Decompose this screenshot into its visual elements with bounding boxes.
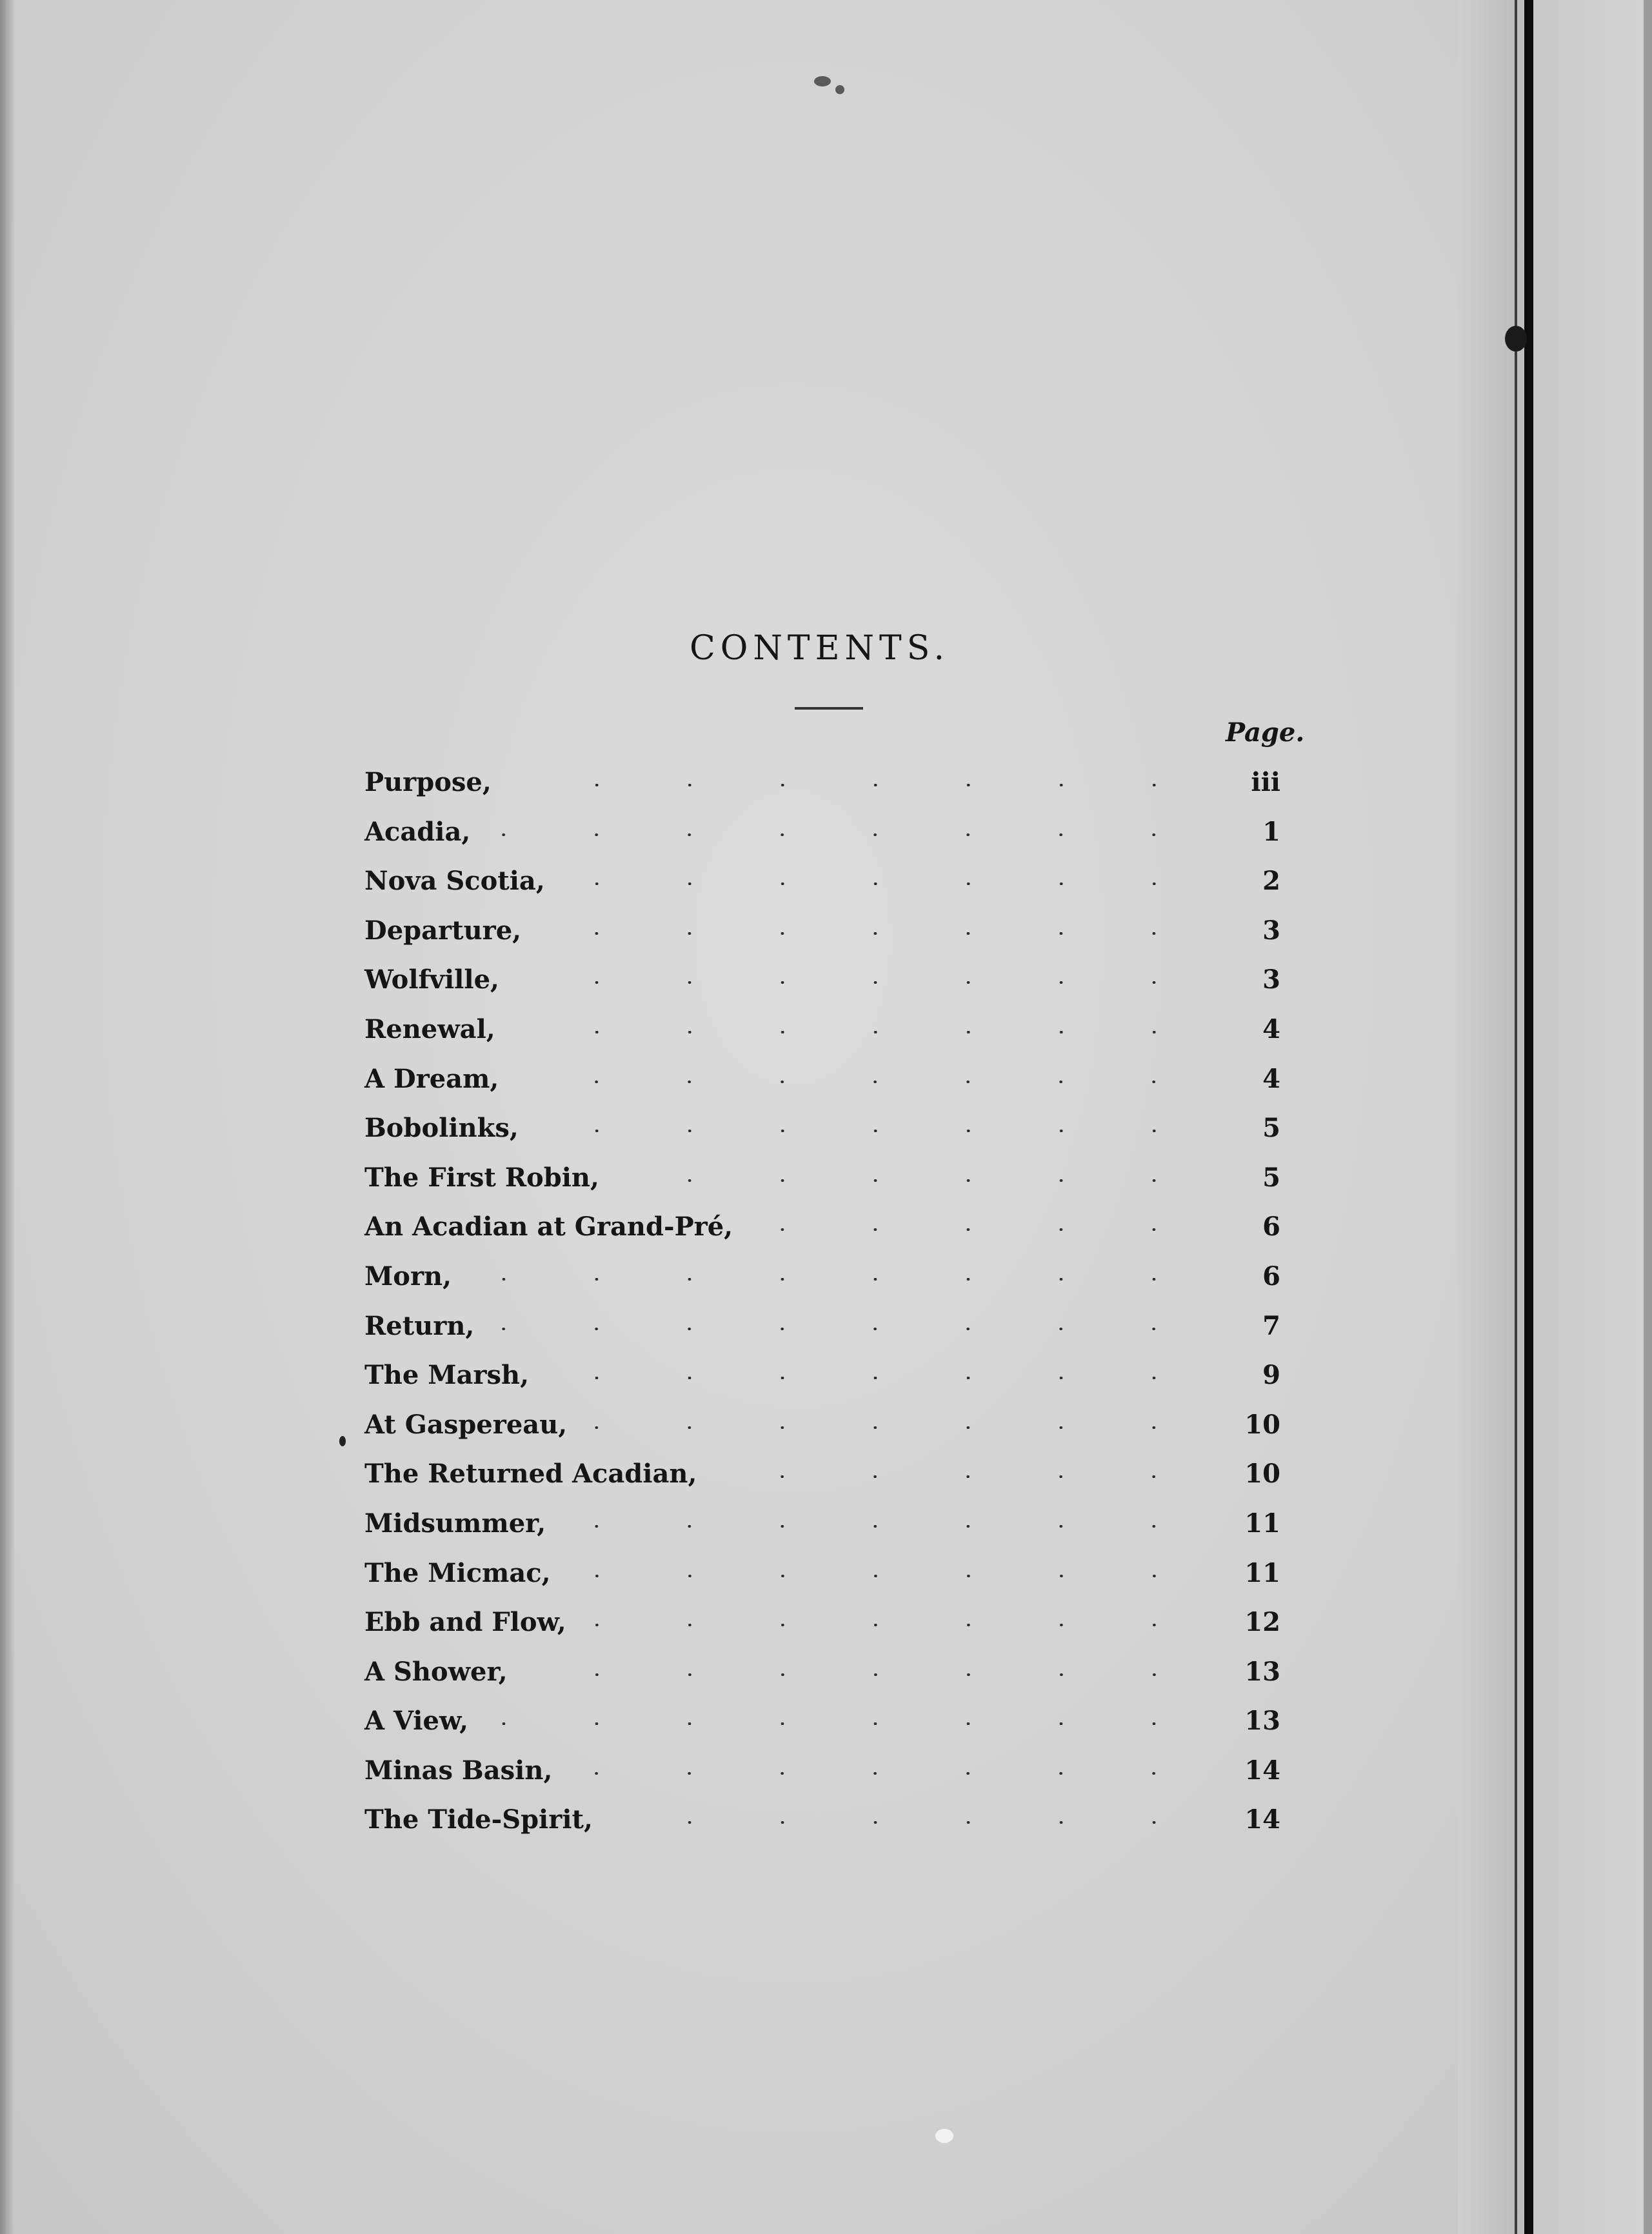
toc-entry <box>364 906 1280 956</box>
toc-entry <box>364 1202 1280 1252</box>
toc-entry-page: 3 <box>1262 964 1280 995</box>
toc-entry-title: Departure, <box>364 915 522 946</box>
toc-entry-title: Midsummer, <box>364 1508 546 1539</box>
toc-entry-page: 13 <box>1244 1656 1280 1687</box>
dot-leader <box>538 1130 1229 1132</box>
toc-entry <box>364 1450 1280 1499</box>
toc-entry <box>364 1648 1280 1697</box>
table-of-contents <box>364 758 1280 1845</box>
toc-entry-page: 11 <box>1244 1557 1280 1588</box>
toc-entry-page: 7 <box>1262 1310 1280 1341</box>
toc-entry-title: Morn, <box>364 1261 452 1292</box>
page-title <box>0 629 1652 668</box>
toc-entry-title: Purpose, <box>364 767 492 797</box>
toc-entry-page: 14 <box>1244 1804 1280 1835</box>
toc-entry-page: 6 <box>1262 1261 1280 1292</box>
toc-entry-title: An Acadian at Grand-Pré, <box>364 1212 733 1242</box>
toc-entry <box>364 1351 1280 1401</box>
dot-leader <box>541 932 1229 935</box>
toc-entry <box>364 1104 1280 1153</box>
toc-entry-title: At Gaspereau, <box>364 1409 568 1440</box>
paper-blemish <box>339 1436 346 1446</box>
title-divider <box>795 707 863 710</box>
dot-leader <box>493 1328 1229 1330</box>
toc-entry-title: The Returned Acadian, <box>364 1459 697 1490</box>
toc-entry-page: 6 <box>1262 1212 1280 1242</box>
toc-entry-page: 14 <box>1244 1755 1280 1786</box>
toc-entry <box>364 955 1280 1005</box>
toc-entry-title: Minas Basin, <box>364 1755 553 1786</box>
toc-entry-title: Return, <box>364 1310 475 1341</box>
toc-entry-page: 10 <box>1244 1409 1280 1440</box>
toc-entry <box>364 1795 1280 1845</box>
toc-entry-page: 4 <box>1262 1063 1280 1094</box>
toc-entry <box>364 808 1280 857</box>
toc-entry <box>364 1549 1280 1599</box>
facing-page-border <box>1644 0 1652 2234</box>
toc-entry-title: Bobolinks, <box>364 1113 519 1144</box>
dot-leader <box>564 883 1229 885</box>
dot-leader <box>586 1426 1229 1429</box>
dot-leader <box>527 1673 1229 1676</box>
paper-blemish <box>835 85 844 94</box>
dot-leader <box>716 1475 1229 1478</box>
toc-entry <box>364 1055 1280 1104</box>
dot-leader <box>511 784 1229 786</box>
binding-tear <box>1505 326 1527 352</box>
toc-entry-page: 2 <box>1262 866 1280 897</box>
toc-entry-page: 5 <box>1262 1162 1280 1193</box>
toc-entry <box>364 1302 1280 1351</box>
dot-leader <box>515 1031 1229 1033</box>
paper-blemish <box>814 76 831 86</box>
dot-leader <box>619 1179 1229 1182</box>
toc-entry <box>364 758 1280 808</box>
toc-entry-title: A View, <box>364 1706 469 1737</box>
dot-leader <box>518 1081 1229 1083</box>
toc-entry <box>364 1401 1280 1450</box>
toc-entry-page: 10 <box>1244 1459 1280 1490</box>
toc-entry-title: The Tide-Spirit, <box>364 1804 593 1835</box>
toc-entry <box>364 1499 1280 1549</box>
toc-entry-title: The Micmac, <box>364 1557 551 1588</box>
dot-leader <box>548 1377 1229 1379</box>
toc-entry <box>364 1252 1280 1302</box>
toc-entry-page: iii <box>1251 767 1280 797</box>
page-column-label: Page. <box>1226 717 1305 748</box>
dot-leader <box>471 1278 1229 1281</box>
toc-entry-title: A Shower, <box>364 1656 508 1687</box>
page-left-edge <box>0 0 14 2234</box>
toc-entry-title: Ebb and Flow, <box>364 1607 566 1638</box>
toc-entry-title: Wolfville, <box>364 964 499 995</box>
toc-entry <box>364 1746 1280 1796</box>
toc-entry-page: 11 <box>1244 1508 1280 1539</box>
toc-entry <box>364 857 1280 906</box>
toc-entry-title: A Dream, <box>364 1063 499 1094</box>
dot-leader <box>612 1821 1229 1824</box>
toc-entry-page: 4 <box>1262 1013 1280 1044</box>
dot-leader <box>752 1228 1229 1231</box>
dot-leader <box>565 1525 1229 1528</box>
toc-entry-page: 1 <box>1262 816 1280 847</box>
toc-entry-page: 12 <box>1244 1607 1280 1638</box>
dot-leader <box>572 1772 1229 1775</box>
toc-entry <box>364 1697 1280 1746</box>
dot-leader <box>570 1575 1229 1577</box>
contents-heading: CONTENTS. <box>689 629 950 668</box>
dot-leader <box>519 981 1229 984</box>
toc-entry-title: The First Robin, <box>364 1162 599 1193</box>
toc-entry <box>364 1005 1280 1055</box>
toc-entry-title: Renewal, <box>364 1013 495 1044</box>
dot-leader <box>488 1722 1229 1725</box>
toc-entry-title: The Marsh, <box>364 1360 530 1391</box>
paper-blemish <box>935 2129 953 2143</box>
toc-entry-page: 13 <box>1244 1706 1280 1737</box>
toc-entry <box>364 1153 1280 1203</box>
toc-entry <box>364 1598 1280 1648</box>
facing-page-edge <box>1533 0 1652 2234</box>
toc-entry-page: 5 <box>1262 1113 1280 1144</box>
toc-entry-page: 9 <box>1262 1360 1280 1391</box>
dot-leader <box>586 1624 1229 1626</box>
toc-entry-title: Nova Scotia, <box>364 866 545 897</box>
toc-entry-page: 3 <box>1262 915 1280 946</box>
toc-entry-title: Acadia, <box>364 816 471 847</box>
dot-leader <box>490 833 1229 836</box>
